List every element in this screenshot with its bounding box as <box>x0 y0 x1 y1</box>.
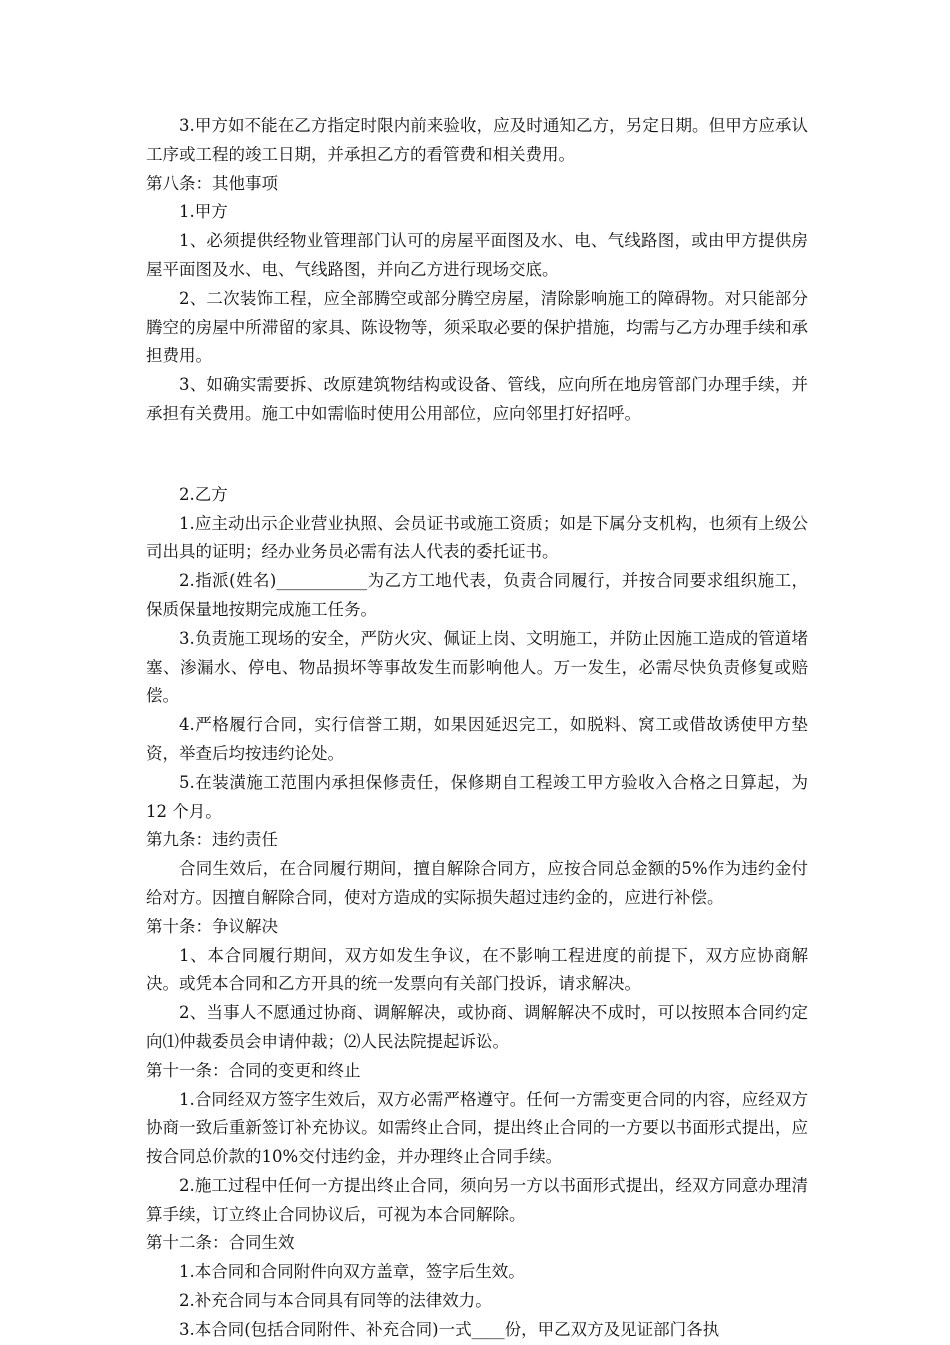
article-10-heading: 第十条：争议解决 <box>146 916 278 936</box>
article-11-item-2: 2.施工过程中任何一方提出终止合同，须向另一方以书面形式提出，经双方同意办理清算手续，订立终止合同协议后，可视为本合同解除。 <box>146 1175 808 1224</box>
party-a-item-1: 1、必须提供经物业管理部门认可的房屋平面图及水、电、气线路图，或由甲方提供房屋平面图及水、电、气线路图，并向乙方进行现场交底。 <box>146 231 808 279</box>
party-a-item-3: 3、如确实需要拆、改原建筑物结构或设备、管线，应向所在地房管部门办理手续，并承担有关费用。施工中如需临时使用公用部位，应向邻里打好招呼。 <box>146 375 808 423</box>
article-9-heading: 第九条：违约责任 <box>146 830 278 850</box>
article-8-heading: 第八条：其他事项 <box>146 173 278 193</box>
party-b-item-5: 5.在装潢施工范围内承担保修责任，保修期自工程竣工甲方验收入合格之日算起，为 12 个月。 <box>146 772 808 821</box>
party-b-subheading: 2.乙方 <box>179 484 228 504</box>
article-10-item-2: 2、当事人不愿通过协商、调解解决，或协商、调解解决不成时，可以按照本合同约定向⑴仲裁委员会申请仲裁；⑵人民法院提起诉讼。 <box>146 1003 808 1051</box>
article-9-body: 合同生效后，在合同履行期间，擅自解除合同方，应按合同总金额的5%作为违约金付给对方。因擅自解除合同，使对方造成的实际损失超过违约金的，应进行补偿。 <box>146 859 808 907</box>
article-10-item-1: 1、本合同履行期间，双方如发生争议，在不影响工程进度的前提下，双方应协商解决。或凭本合同和乙方开具的统一发票向有关部门投诉，请求解决。 <box>146 945 808 994</box>
party-b-item-1: 1.应主动出示企业营业执照、会员证书或施工资质；如是下属分支机构，也须有上级公司出具的证明；经办业务员必需有法人代表的委托证书。 <box>146 513 808 562</box>
article-11-heading: 第十一条：合同的变更和终止 <box>146 1060 361 1080</box>
party-a-subheading: 1.甲方 <box>179 202 228 222</box>
blank-space <box>146 429 808 481</box>
party-b-item-2: 2.指派(姓名)___________为乙方工地代表，负责合同履行，并按合同要求组织施工，保质保量地按期完成施工任务。 <box>146 571 808 619</box>
document-body <box>146 112 808 1345</box>
party-a-item-2: 2、二次装饰工程，应全部腾空或部分腾空房屋，清除影响施工的障碍物。对只能部分腾空的房屋中所滞留的家具、陈设物等，须采取必要的保护措施，均需与乙方办理手续和承担费用。 <box>146 288 808 366</box>
article-12-item-1: 1.本合同和合同附件向双方盖章，签字后生效。 <box>179 1262 525 1282</box>
clause-7-item-3: 3.甲方如不能在乙方指定时限内前来验收，应及时通知乙方，另定日期。但甲方应承认工序或工程的竣工日期，并承担乙方的看管费和相关费用。 <box>146 116 808 164</box>
article-12-item-3: 3.本合同(包括合同附件、补充合同)一式____份，甲乙双方及见证部门各执 <box>179 1319 720 1339</box>
party-b-item-3: 3.负责施工现场的安全，严防火灾、佩证上岗、文明施工，并防止因施工造成的管道堵塞、渗漏水、停电、物品损坏等事故发生而影响他人。万一发生，必需尽快负责修复或赔偿。 <box>146 628 808 706</box>
article-11-item-1: 1.合同经双方签字生效后，双方必需严格遵守。任何一方需变更合同的内容，应经双方协商一致后重新签订补充协议。如需终止合同，提出终止合同的一方要以书面形式提出，应按合同总价款的10%交付违约金，并办理终止合同手续。 <box>146 1089 808 1167</box>
party-b-item-4: 4.严格履行合同，实行信誉工期，如果因延迟完工，如脱料、窝工或借故诱使甲方垫资，举查后均按违约论处。 <box>146 715 808 763</box>
article-12-item-2: 2.补充合同与本合同具有同等的法律效力。 <box>179 1291 492 1311</box>
article-12-heading: 第十二条：合同生效 <box>146 1233 295 1253</box>
